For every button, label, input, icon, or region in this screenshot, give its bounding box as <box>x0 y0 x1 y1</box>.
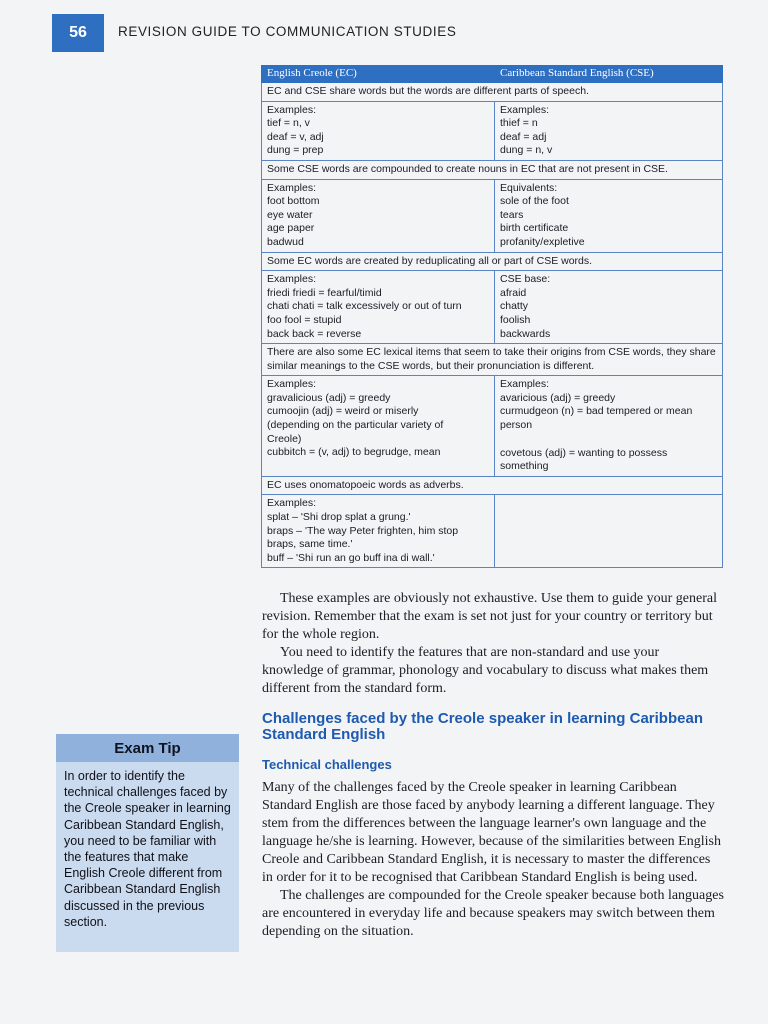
table-cell-line: foo fool = stupid <box>267 313 342 326</box>
table-cell-ec <box>262 179 495 252</box>
table-cell-line <box>500 433 717 447</box>
table-section-row <box>262 160 723 179</box>
table-cell-line: tief = n, v <box>267 117 310 130</box>
table-cell-line: deaf = adj <box>500 130 547 143</box>
table-cell-line: deaf = v, adj <box>267 130 324 143</box>
table-cell-line: cubbitch = (v, adj) to begrudge, mean <box>267 446 441 459</box>
table-cell-line: sole of the foot <box>500 195 569 208</box>
table-cell-line: age paper <box>267 222 315 235</box>
table-cell-line: thief = n <box>500 117 538 130</box>
table-cell-line: braps – 'The way Peter frighten, him stop <box>267 524 459 537</box>
table-cell-line: backwards <box>500 327 551 340</box>
table-section-row <box>262 344 723 376</box>
table-row <box>262 101 723 160</box>
body-paragraphs-top <box>262 590 724 698</box>
table-cell-line: CSE base: <box>500 273 551 286</box>
table-section-heading: EC uses onomatopoeic words as adverbs. <box>262 476 723 495</box>
table-row <box>262 495 723 568</box>
section-heading: Challenges faced by the Creole speaker in learning Caribbean Standard English <box>262 710 703 743</box>
table-cell-line: Examples: <box>500 103 550 116</box>
table-cell-line: cumoojin (adj) = weird or miserly <box>267 405 419 418</box>
table-cell-line: Creole) <box>267 432 302 445</box>
table-cell-ec <box>262 495 495 568</box>
table-cell-line: Examples: <box>267 497 317 510</box>
table-cell-line: chati chati = talk excessively or out of turn <box>267 300 462 313</box>
table-cell-line: Examples: <box>500 378 550 391</box>
table-cell-cse <box>495 179 723 252</box>
table-cell-line: avaricious (adj) = greedy <box>500 391 616 404</box>
table-cell-line: eye water <box>267 208 313 221</box>
table-row <box>262 271 723 344</box>
table-cell-line: (depending on the particular variety of <box>267 419 444 432</box>
table-cell-line: curmudgeon (n) = bad tempered or mean <box>500 405 693 418</box>
paragraph: These examples are obviously not exhaustive. Use them to guide your general revision. Remember that the exam is set not just for your country or territory but for the whole region. <box>262 591 717 642</box>
exam-tip-box <box>56 734 239 952</box>
table-cell-line: buff – 'Shi run an go buff ina di wall.' <box>267 551 435 564</box>
table-cell-line: chatty <box>500 300 529 313</box>
table-row <box>262 376 723 477</box>
table-cell-line: foolish <box>500 313 531 326</box>
table-cell-ec <box>262 271 495 344</box>
table-section-row <box>262 252 723 271</box>
column-header-ec: English Creole (EC) <box>262 66 495 83</box>
table-cell-line: splat – 'Shi drop splat a grung.' <box>267 511 411 524</box>
sub-heading: Technical challenges <box>262 757 392 772</box>
table-row <box>262 179 723 252</box>
table-cell-line: Equivalents: <box>500 181 558 194</box>
page-number: 56 <box>52 14 104 52</box>
table-cell-line: Examples: <box>267 273 317 286</box>
table-cell-ec <box>262 101 495 160</box>
table-section-heading: Some EC words are created by reduplicating all or part of CSE words. <box>262 252 723 271</box>
table-cell-line: Examples: <box>267 103 317 116</box>
table-section-heading: Some CSE words are compounded to create nouns in EC that are not present in CSE. <box>262 160 723 179</box>
comparison-table <box>261 65 723 568</box>
table-cell-line: afraid <box>500 286 527 299</box>
exam-tip-text: In order to identify the technical challenges faced by the Creole speaker in learning Caribbean Standard English, you need to be familiar with the features that make English Creole different from Caribbean Standard English discussed in the previous section. <box>64 769 231 929</box>
table-section-row <box>262 476 723 495</box>
paragraph: Many of the challenges faced by the Creole speaker in learning Caribbean Standard English are those faced by anybody learning a different language. They stem from the differences between the language learner's own language and the language he/she is learning. However, because of the similarities between English Creole and Caribbean Standard English, it is necessary to master the differences in order for it to be recognised that Caribbean Standard English is being used. <box>262 780 721 885</box>
table-cell-line: Examples: <box>267 181 317 194</box>
table-cell-line: tears <box>500 208 524 221</box>
table-cell-line: gravalicious (adj) = greedy <box>267 391 391 404</box>
table-cell-cse <box>495 495 723 568</box>
table-cell-cse <box>495 271 723 344</box>
table-cell-line: something <box>500 460 549 473</box>
table-body <box>262 83 723 568</box>
table-cell-line: dung = n, v <box>500 144 553 157</box>
table-cell-line: person <box>500 419 533 432</box>
running-header: REVISION GUIDE TO COMMUNICATION STUDIES <box>118 24 457 39</box>
table-cell-line: back back = reverse <box>267 327 362 340</box>
paragraph: You need to identify the features that are non-standard and use your knowledge of grammar, phonology and vocabulary to discuss what makes them different from the standard form. <box>262 645 709 696</box>
body-paragraphs-bottom <box>262 779 724 941</box>
paragraph: The challenges are compounded for the Creole speaker because both languages are encountered in everyday life and because speakers may switch between them depending on the situation. <box>262 888 724 939</box>
table-cell-line: profanity/expletive <box>500 235 585 248</box>
table-cell-line: dung = prep <box>267 144 324 157</box>
table-cell-cse <box>495 101 723 160</box>
table-cell-ec <box>262 376 495 477</box>
table-section-heading: EC and CSE share words but the words are different parts of speech. <box>262 83 723 102</box>
table-cell-line: braps, same time.' <box>267 538 353 551</box>
table-cell-line: badwud <box>267 235 304 248</box>
exam-tip-title: Exam Tip <box>56 734 239 762</box>
table-section-row <box>262 83 723 102</box>
table-cell-line: birth certificate <box>500 222 569 235</box>
table-cell-line: Examples: <box>267 378 317 391</box>
table-cell-cse <box>495 376 723 477</box>
column-header-cse: Caribbean Standard English (CSE) <box>495 66 723 83</box>
table-cell-line: covetous (adj) = wanting to possess <box>500 446 668 459</box>
table-cell-line: friedi friedi = fearful/timid <box>267 286 382 299</box>
table-cell-line: foot bottom <box>267 195 320 208</box>
table-section-heading: There are also some EC lexical items that seem to take their origins from CSE words, they share similar meanings to the CSE words, but their pronunciation is different. <box>262 344 723 376</box>
